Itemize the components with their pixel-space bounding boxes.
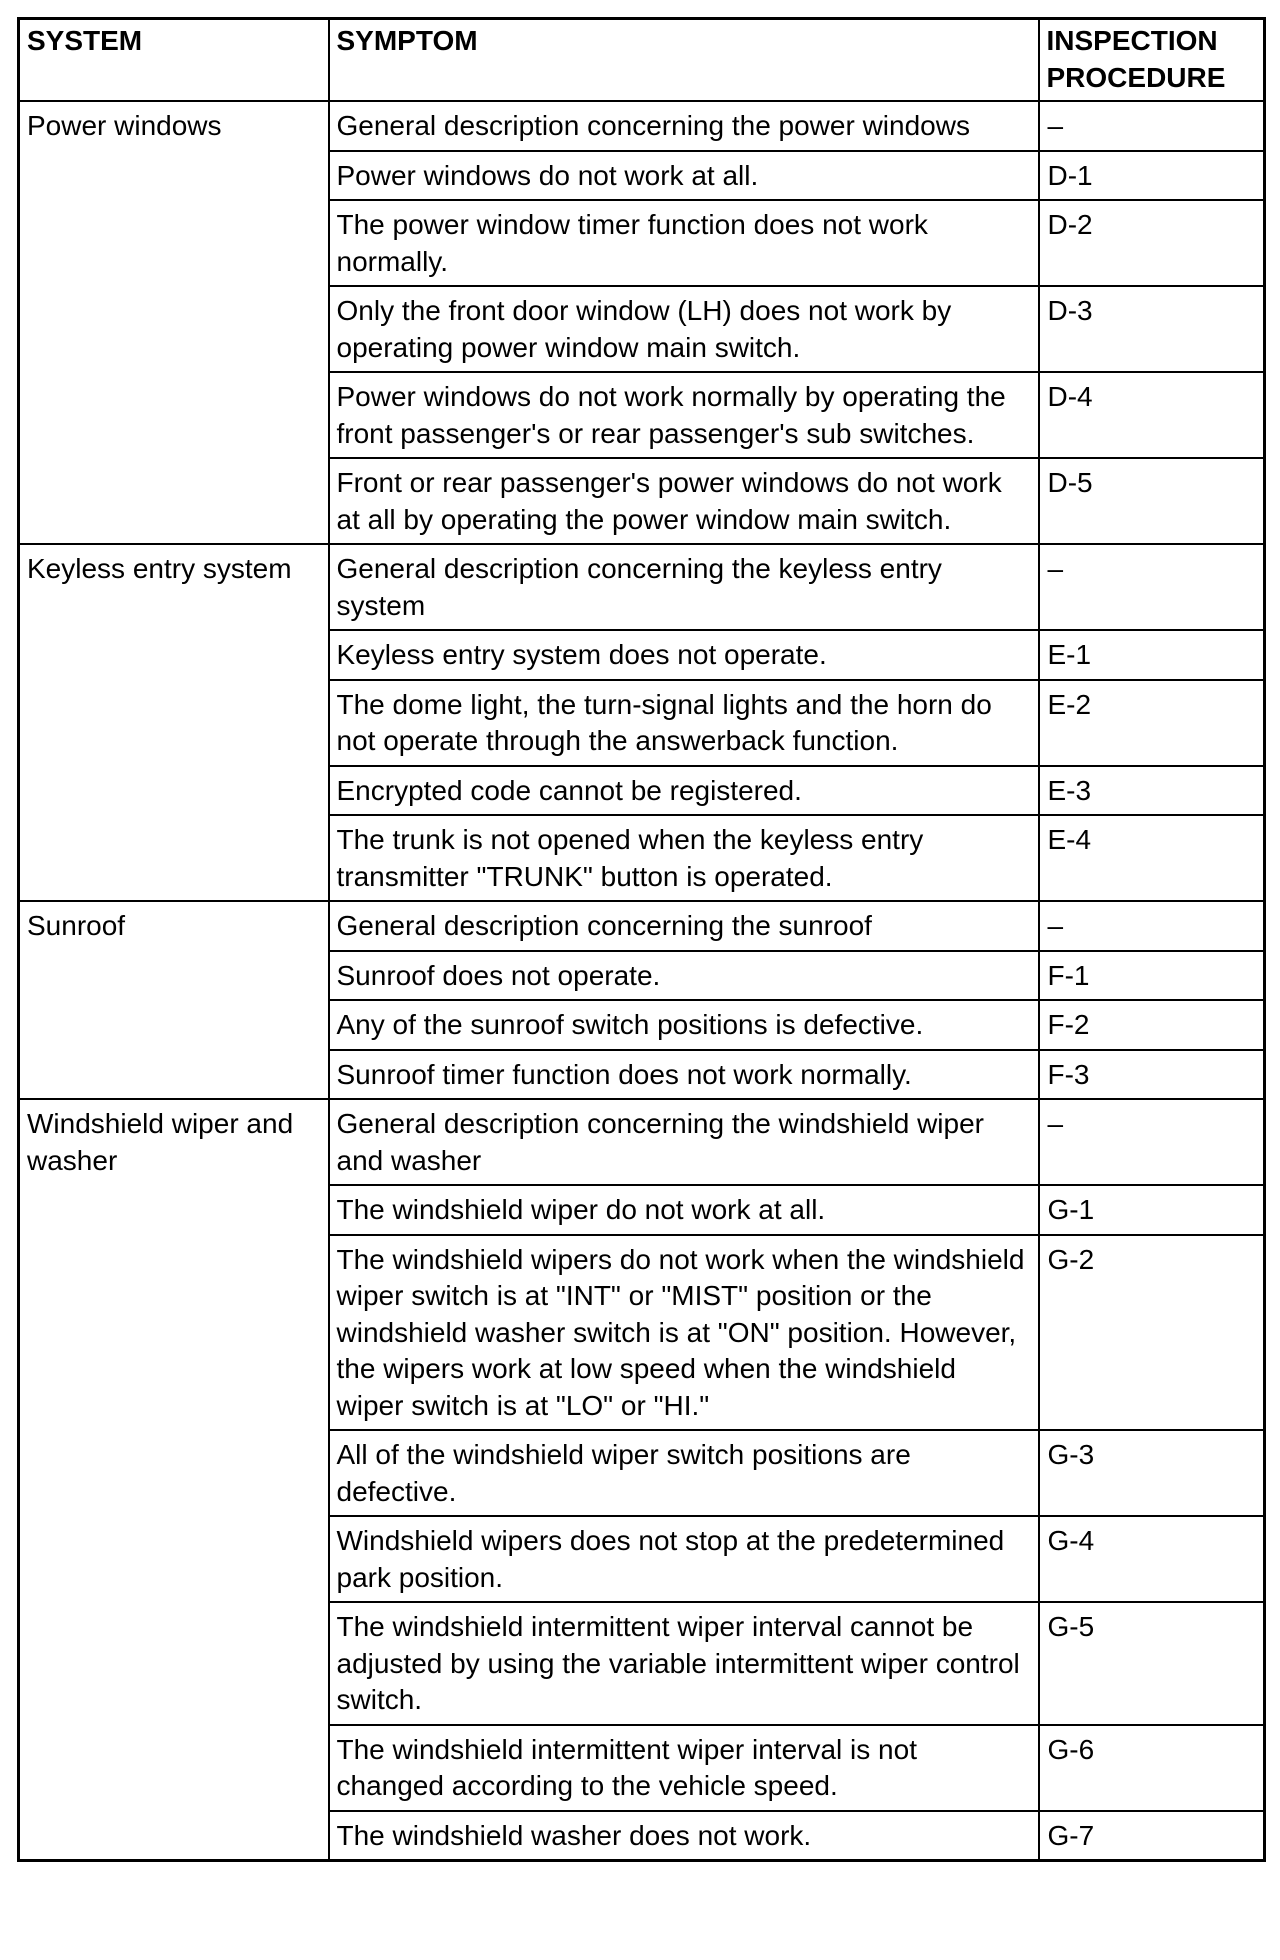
inspection-table-container xyxy=(17,17,1266,1862)
procedure-cell: D-3 xyxy=(1039,286,1265,372)
procedure-cell: E-3 xyxy=(1039,766,1265,816)
symptom-cell: General description concerning the keyless entry system xyxy=(329,544,1039,630)
procedure-cell: E-2 xyxy=(1039,680,1265,766)
symptom-cell: General description concerning the windshield wiper and washer xyxy=(329,1099,1039,1185)
symptom-cell: Windshield wipers does not stop at the predetermined park position. xyxy=(329,1516,1039,1602)
procedure-cell: E-4 xyxy=(1039,815,1265,901)
table-row xyxy=(19,544,1265,630)
symptom-cell: Front or rear passenger's power windows do not work at all by operating the power window main switch. xyxy=(329,458,1039,544)
symptom-cell: The power window timer function does not work normally. xyxy=(329,200,1039,286)
procedure-cell: G-3 xyxy=(1039,1430,1265,1516)
system-cell: Power windows xyxy=(19,101,329,544)
system-cell: Windshield wiper and washer xyxy=(19,1099,329,1861)
procedure-cell: D-1 xyxy=(1039,151,1265,201)
system-cell: Keyless entry system xyxy=(19,544,329,901)
procedure-cell: G-5 xyxy=(1039,1602,1265,1725)
procedure-cell: D-2 xyxy=(1039,200,1265,286)
symptom-cell: The trunk is not opened when the keyless entry transmitter "TRUNK" button is operated. xyxy=(329,815,1039,901)
symptom-cell: The windshield intermittent wiper interval cannot be adjusted by using the variable intermittent wiper control switch. xyxy=(329,1602,1039,1725)
symptom-cell: General description concerning the power windows xyxy=(329,101,1039,151)
procedure-cell: – xyxy=(1039,1099,1265,1185)
procedure-cell: D-4 xyxy=(1039,372,1265,458)
table-body xyxy=(19,101,1265,1861)
system-cell: Sunroof xyxy=(19,901,329,1099)
table-header xyxy=(19,19,1265,102)
table-row xyxy=(19,1099,1265,1185)
table-row xyxy=(19,101,1265,151)
procedure-cell: – xyxy=(1039,544,1265,630)
symptom-cell: Only the front door window (LH) does not work by operating power window main switch. xyxy=(329,286,1039,372)
symptom-cell: The windshield wiper do not work at all. xyxy=(329,1185,1039,1235)
header-row xyxy=(19,19,1265,102)
procedure-cell: – xyxy=(1039,901,1265,951)
procedure-cell: G-2 xyxy=(1039,1235,1265,1431)
procedure-cell: – xyxy=(1039,101,1265,151)
symptom-cell: The windshield intermittent wiper interval is not changed according to the vehicle speed. xyxy=(329,1725,1039,1811)
symptom-cell: Power windows do not work normally by operating the front passenger's or rear passenger's sub switches. xyxy=(329,372,1039,458)
symptom-cell: The windshield wipers do not work when the windshield wiper switch is at "INT" or "MIST" position or the windshield washer switch is at "ON" position. However, the wipers work at low speed when the windshield wiper switch is at "LO" or "HI." xyxy=(329,1235,1039,1431)
procedure-cell: G-6 xyxy=(1039,1725,1265,1811)
symptom-cell: Power windows do not work at all. xyxy=(329,151,1039,201)
symptom-cell: Keyless entry system does not operate. xyxy=(329,630,1039,680)
symptom-cell: Encrypted code cannot be registered. xyxy=(329,766,1039,816)
procedure-cell: F-2 xyxy=(1039,1000,1265,1050)
table-row xyxy=(19,901,1265,951)
symptom-cell: All of the windshield wiper switch positions are defective. xyxy=(329,1430,1039,1516)
symptom-cell: Sunroof does not operate. xyxy=(329,951,1039,1001)
procedure-cell: F-1 xyxy=(1039,951,1265,1001)
symptom-cell: Sunroof timer function does not work normally. xyxy=(329,1050,1039,1100)
procedure-cell: E-1 xyxy=(1039,630,1265,680)
header-symptom: SYMPTOM xyxy=(329,19,1039,102)
inspection-table xyxy=(17,17,1266,1862)
procedure-cell: G-1 xyxy=(1039,1185,1265,1235)
procedure-cell: G-7 xyxy=(1039,1811,1265,1861)
symptom-cell: The dome light, the turn-signal lights and the horn do not operate through the answerback function. xyxy=(329,680,1039,766)
procedure-cell: G-4 xyxy=(1039,1516,1265,1602)
procedure-cell: F-3 xyxy=(1039,1050,1265,1100)
symptom-cell: The windshield washer does not work. xyxy=(329,1811,1039,1861)
header-procedure: INSPECTION PROCEDURE xyxy=(1039,19,1265,102)
symptom-cell: General description concerning the sunroof xyxy=(329,901,1039,951)
header-system: SYSTEM xyxy=(19,19,329,102)
procedure-cell: D-5 xyxy=(1039,458,1265,544)
symptom-cell: Any of the sunroof switch positions is defective. xyxy=(329,1000,1039,1050)
